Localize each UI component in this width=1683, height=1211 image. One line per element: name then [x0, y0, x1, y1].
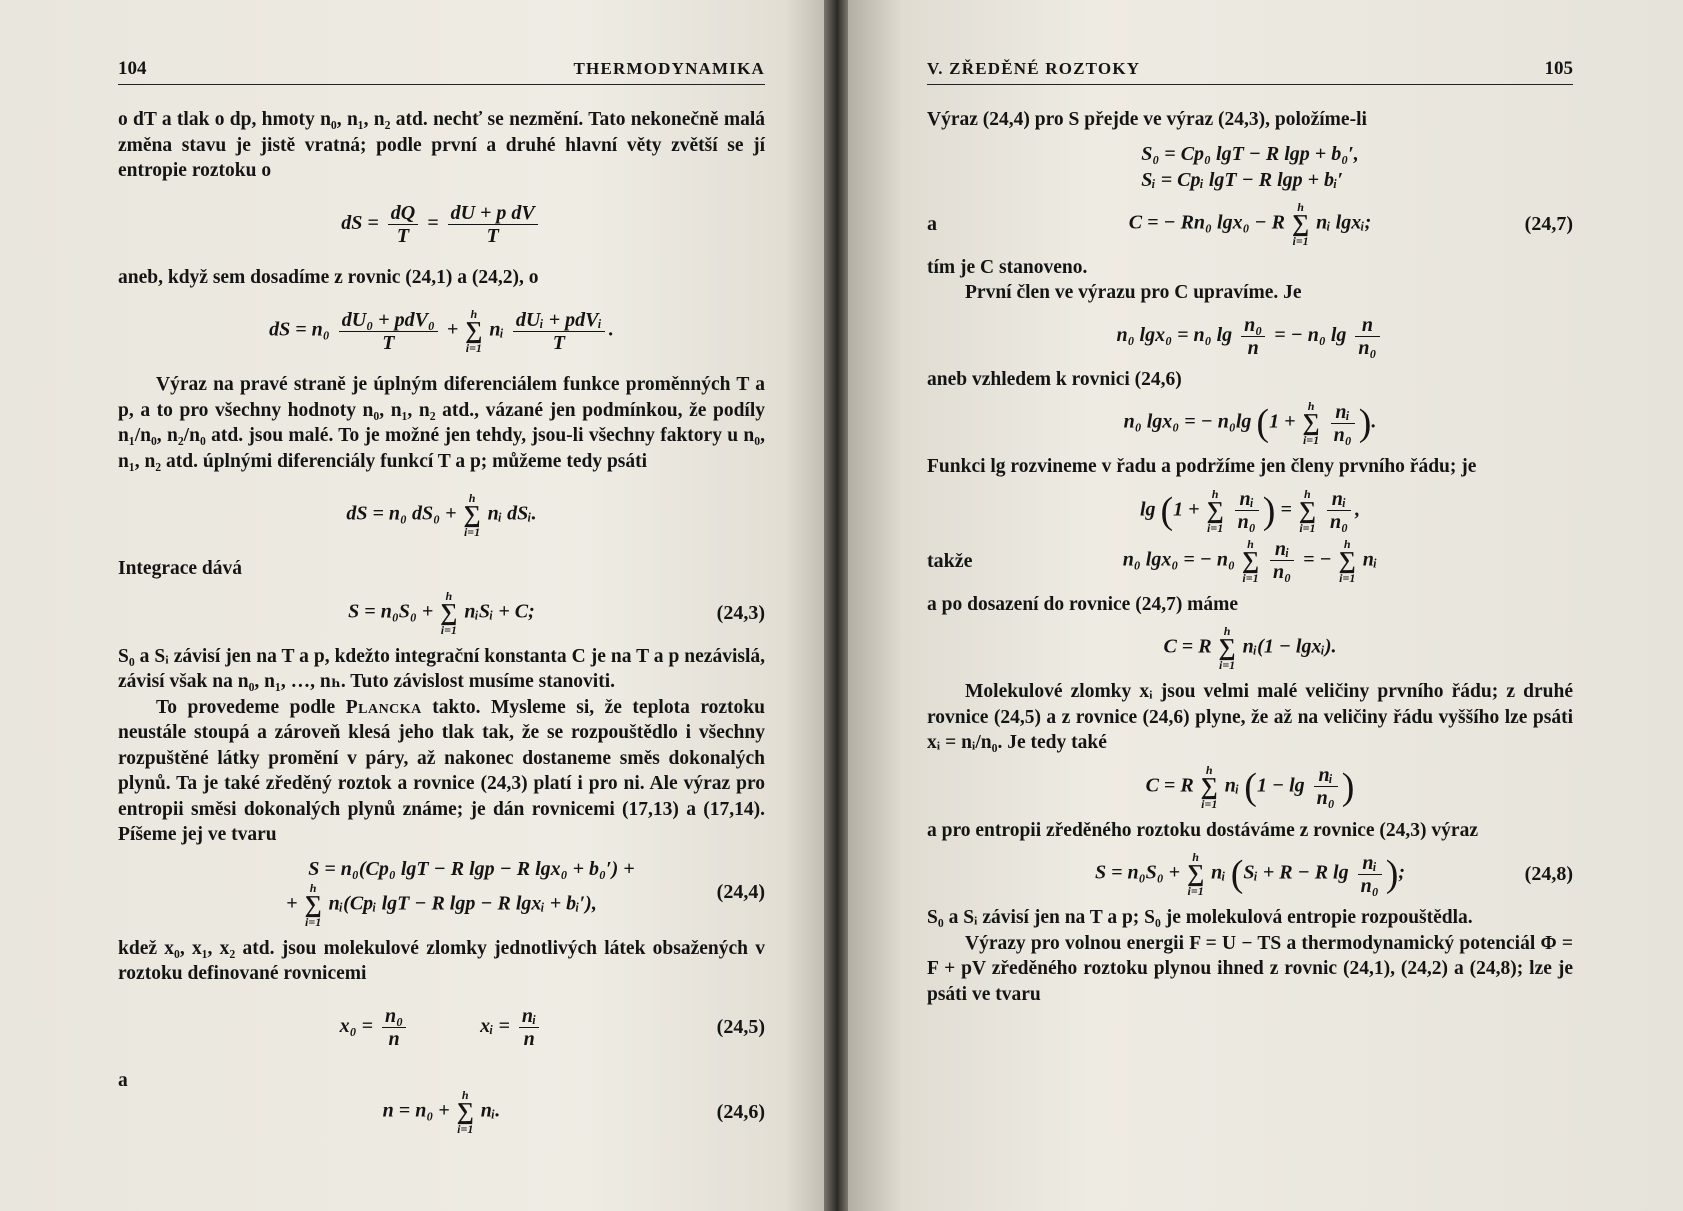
equation: S = n₀S₀ + h ∑ i=1 nᵢ (Sᵢ + R − R lg $\frac{\text{nᵢ}}{\text{n₀}}$ ); (24,8) [1094, 850, 1573, 898]
summation-sign: h ∑ i=1 [1241, 536, 1260, 585]
equation: dS = $\frac{dQ}{T}$ = $\frac{\text{dU + p dV}}{T}$ [118, 192, 765, 257]
summation-sign: h ∑ i=1 [463, 491, 481, 539]
fraction: $\frac{\text{nᵢ}}{\text{n₀}}$ [1314, 764, 1338, 809]
book-gutter [824, 0, 848, 1211]
fraction: $\frac{\text{nᵢ}}{\text{n₀}}$ [1327, 488, 1351, 533]
equation-number: (24,8) [1524, 863, 1573, 885]
equation: C = R h ∑ i=1 nᵢ(1 − lgxᵢ). [1163, 624, 1337, 672]
paragraph: Výrazy pro volnou energii F = U − TS a thermodynamický potenciál Φ = F + pV zředěného roztoku plynou ihned z rovnic (24,1), (24,2) a (24,8); lze je psáti ve tvaru [927, 932, 1573, 1005]
paragraph: S₀ a Sᵢ závisí jen na T a p, kdežto integrační konstanta C je na T a p nezávislá, závisí však na n₀, n₁, …, nₕ. Tuto závislost musíme stanoviti. [118, 645, 765, 692]
summation-sign: h ∑ i=1 [465, 307, 483, 355]
equation-number: (24,3) [716, 601, 765, 624]
paragraph: tím je C stanoveno. [927, 256, 1088, 278]
paragraph: Funkci lg rozvineme v řadu a podržíme jen členy prvního řádu; je [927, 456, 1477, 477]
summation-sign: h ∑ i=1 [1187, 850, 1205, 898]
summation-sign: h ∑ i=1 [1206, 486, 1224, 535]
paragraph: Výraz (24,4) pro S přejde ve výraz (24,3), položíme-li [927, 109, 1367, 130]
fraction: $\frac{\text{dU + p dV}}{T}$ [448, 202, 538, 247]
page-number-left: 104 [118, 58, 147, 79]
equation-number: (24,6) [716, 1101, 765, 1123]
fraction: $\frac{\text{nᵢ}}{n}$ [519, 1005, 540, 1050]
summation-sign: h ∑ i=1 [1302, 399, 1320, 447]
fraction: $\frac{\text{nᵢ}}{\text{n₀}}$ [1358, 852, 1382, 897]
fraction: $\frac{\text{dUᵢ + pdVᵢ}}{T}$ [513, 309, 605, 354]
equation: n₀ lgx₀ = − n₀lg (1 + h ∑ i=1 $\frac{\text{nᵢ}}{\text{n₀}}$ ). [1123, 399, 1377, 447]
paragraph: a po dosazení do rovnice (24,7) máme [927, 593, 1239, 615]
paragraph: Výraz na pravé straně je úplným diferenciálem funkce proměnných T a p, a to pro všechny hodnoty n₀, n₁, n₂ atd., vázané jen podmínkou, že podíly n₁/n₀, n₂/n₀ atd. jsou malé. To je možné jen tehdy, jsou-li všechny faktory u n₀, n₁, n₂ atd. úplnými diferenciály funkcí T a p; můžeme tedy psáti [118, 374, 765, 472]
summation-sign: h ∑ i=1 [440, 588, 458, 637]
summation-sign: h ∑ i=1 [1292, 199, 1310, 248]
paragraph: o dT a tlak o dp, hmoty n₀, n₁, n₂ atd. nechť se nezmění. Tato nekonečně malá změna stavu je jistě vratná; podle první a druhé hlavní věty zvětší se jí entropie roztoku o [118, 109, 765, 181]
page-number-right: 105 [1544, 58, 1573, 79]
paragraph: Integrace dává [118, 558, 243, 579]
summation-sign: h ∑ i=1 [1218, 624, 1236, 672]
fraction: $\frac{\text{nᵢ}}{\text{n₀}}$ [1270, 538, 1294, 583]
paragraph: a [118, 1069, 128, 1091]
paragraph: První člen ve výrazu pro C upravíme. Je [965, 282, 1302, 303]
running-head-right [927, 58, 1573, 85]
summation-sign: h ∑ i=1 [1338, 536, 1356, 585]
equation-number: (24,7) [1524, 212, 1573, 235]
equation: takže n₀ lgx₀ = − n₀ h ∑ i=1 $\frac{\text{nᵢ}}{\text{n₀}}$ = − h ∑ i=1 nᵢ [927, 536, 1378, 585]
paragraph: takže [927, 549, 973, 572]
paragraph: Molekulové zlomky xᵢ jsou velmi malé veličiny prvního řádu; z druhé rovnice (24,5) a z rovnice (24,6) plyne, že až na veličiny řádu vyššího lze psáti xᵢ = nᵢ/n₀. Je tedy také [927, 681, 1573, 753]
equation: C = R h ∑ i=1 nᵢ (1 − lg $\frac{\text{nᵢ}}{\text{n₀}}$ ) [1145, 762, 1355, 811]
paragraph: To provedeme podle Plancka takto. Mysleme si, že teplota roztoku neustále stoupá a zároveň klesá jeho tlak tak, že se rozpouštědlo i všechny rozpuštěné látky promění v páry, až nakonec dostaneme směs dokonalých plynů. Ta je také zředěný roztok a rovnice (24,3) platí i pro ni. Ale výraz pro entropii směsi dokonalých plynů známe; je dán rovnicemi (17,13) a (17,14). Píšeme jej ve tvaru [118, 696, 765, 845]
paragraph: a [927, 212, 937, 235]
equation: a C = − Rn₀ lgx₀ − R h ∑ i=1 nᵢ lgxᵢ; (24,7) [927, 199, 1573, 248]
equation: lg (1 + h ∑ i=1 $\frac{\text{nᵢ}}{\text{n₀}}$ ) = h ∑ i=1 $\frac{\text{nᵢ}}{\text{n₀}}$ , [1139, 486, 1361, 535]
fraction: $\frac{\text{nᵢ}}{\text{n₀}}$ [1235, 488, 1259, 533]
fraction: $\frac{\text{dU₀ + pdV₀}}{T}$ [339, 309, 438, 354]
fraction: $\frac{\text{n₀}}{n}$ [382, 1005, 406, 1050]
equation: x₀ = $\frac{\text{n₀}}{n}$ xᵢ = $\frac{\text{nᵢ}}{n}$ (24,5) [339, 1004, 765, 1050]
equation-number: (24,5) [716, 1016, 765, 1038]
paragraph: kdež x₀, x₁, x₂ atd. jsou molekulové zlomky jednotlivých látek obsažených v roztoku definované rovnicemi [118, 937, 765, 984]
summation-sign: h ∑ i=1 [1200, 762, 1218, 811]
paragraph: aneb, když sem dosadíme z rovnic (24,1) a (24,2), o [118, 266, 539, 288]
right-page [835, 0, 1683, 1211]
paragraph: a pro entropii zředěného roztoku dostáváme z rovnice (24,3) výraz [927, 819, 1478, 841]
paragraph: S₀ a Sᵢ závisí jen na T a p; S₀ je molekulová entropie rozpouštědla. [927, 907, 1473, 928]
left-page [0, 0, 835, 1211]
fraction: $\frac{\text{n₀}}{n}$ [1241, 314, 1265, 359]
fraction: $\frac{\text{nᵢ}}{\text{n₀}}$ [1331, 401, 1355, 446]
running-head-title-right: V. ZŘEDĚNÉ ROZTOKY [927, 59, 1141, 78]
fraction: $\frac{n}{\text{n₀}}$ [1355, 314, 1379, 359]
summation-sign: h ∑ i=1 [456, 1088, 474, 1136]
running-head-title-left: THERMODYNAMIKA [573, 59, 765, 78]
equation: S₀ = Cp₀ lgT − R lgp + b₀′, Sᵢ = Cpᵢ lgT − R lgp + bᵢ′ [1141, 142, 1359, 191]
running-head-left [118, 58, 765, 85]
equation: n₀ lgx₀ = n₀ lg $\frac{\text{n₀}}{n}$ = − n₀ lg $\frac{n}{\text{n₀}}$ [927, 314, 1573, 359]
author-name: Plancka [345, 696, 422, 718]
equation: dS = n₀ dS₀ + h ∑ i=1 nᵢ dSᵢ. [346, 491, 537, 539]
paragraph: aneb vzhledem k rovnici (24,6) [927, 368, 1182, 390]
summation-sign: h ∑ i=1 [1298, 486, 1316, 535]
equation: S = n₀(Cp₀ lgT − R lgp − R lgx₀ + b₀′) + + h ∑ i=1 nᵢ(Cpᵢ lgT − R lgp − R lgxᵢ + bᵢ′), (24,4) [286, 857, 765, 929]
equation: S = n₀S₀ + h ∑ i=1 nᵢSᵢ + C; (24,3) [348, 588, 765, 637]
equation-number: (24,4) [716, 880, 765, 903]
summation-sign: h ∑ i=1 [304, 880, 322, 929]
equation: n = n₀ + h ∑ i=1 nᵢ. (24,6) [382, 1088, 765, 1136]
equation: dS = n₀ $\frac{\text{dU₀ + pdV₀}}{T}$ + h ∑ i=1 nᵢ $\frac{\text{dUᵢ + pdVᵢ}}{T}$ . [269, 307, 614, 355]
fraction: $\frac{dQ}{T}$ [388, 202, 418, 247]
